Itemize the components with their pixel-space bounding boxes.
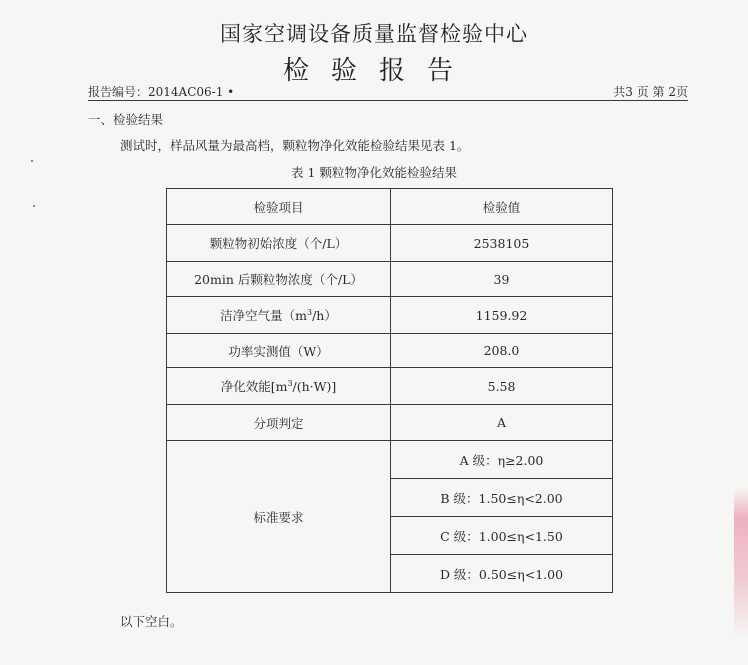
table-row (167, 405, 613, 441)
header-value: 检验值 (391, 189, 613, 225)
page-count: 共3 页 第 2页 (613, 85, 688, 99)
header-rule (88, 100, 688, 101)
row-value: A (391, 405, 613, 441)
standard-level: A 级：η≥2.00 (391, 441, 613, 479)
standard-label: 标准要求 (167, 441, 391, 593)
table-row (167, 334, 613, 368)
scan-speck (33, 205, 35, 207)
table-row (167, 225, 613, 262)
header-item: 检验项目 (167, 189, 391, 225)
row-item: 功率实测值（W） (167, 334, 391, 368)
table-caption: 表 1 颗粒物净化效能检验结果 (291, 165, 457, 180)
results-table (166, 188, 613, 593)
standard-row (167, 441, 613, 479)
item-prefix: 洁净空气量（m (220, 308, 307, 323)
table-row (167, 368, 613, 405)
row-item: 颗粒物初始浓度（个/L） (167, 225, 391, 262)
footer-note: 以下空白。 (120, 614, 183, 629)
standard-level: D 级：0.50≤η<1.00 (391, 555, 613, 593)
row-item: 分项判定 (167, 405, 391, 441)
table-row (167, 297, 613, 334)
document-title: 检验报告 (282, 56, 475, 86)
item-suffix: /(h·W)] (292, 379, 337, 394)
table-row (167, 262, 613, 297)
table-header-row (167, 189, 613, 225)
row-item (167, 297, 391, 334)
item-suffix: /h） (312, 308, 337, 323)
standard-level: B 级：1.50≤η<2.00 (391, 479, 613, 517)
standard-level: C 级：1.00≤η<1.50 (391, 517, 613, 555)
row-item: 20min 后颗粒物浓度（个/L） (167, 262, 391, 297)
report-number: 报告编号：2014AC06-1 • (88, 85, 235, 99)
item-superscript: 3 (287, 378, 293, 388)
row-value: 2538105 (391, 225, 613, 262)
seal-stamp-edge (734, 488, 748, 638)
section-heading: 一、检验结果 (88, 112, 164, 127)
row-item (167, 368, 391, 405)
item-prefix: 净化效能[m (220, 379, 288, 394)
row-value: 39 (391, 262, 613, 297)
row-value: 208.0 (391, 334, 613, 368)
scan-speck (31, 160, 33, 162)
row-value: 5.58 (391, 368, 613, 405)
item-superscript: 3 (307, 307, 313, 317)
row-value: 1159.92 (391, 297, 613, 334)
intro-text: 测试时，样品风量为最高档，颗粒物净化效能检验结果见表 1。 (120, 138, 470, 153)
organization-title: 国家空调设备质量监督检验中心 (220, 22, 528, 46)
